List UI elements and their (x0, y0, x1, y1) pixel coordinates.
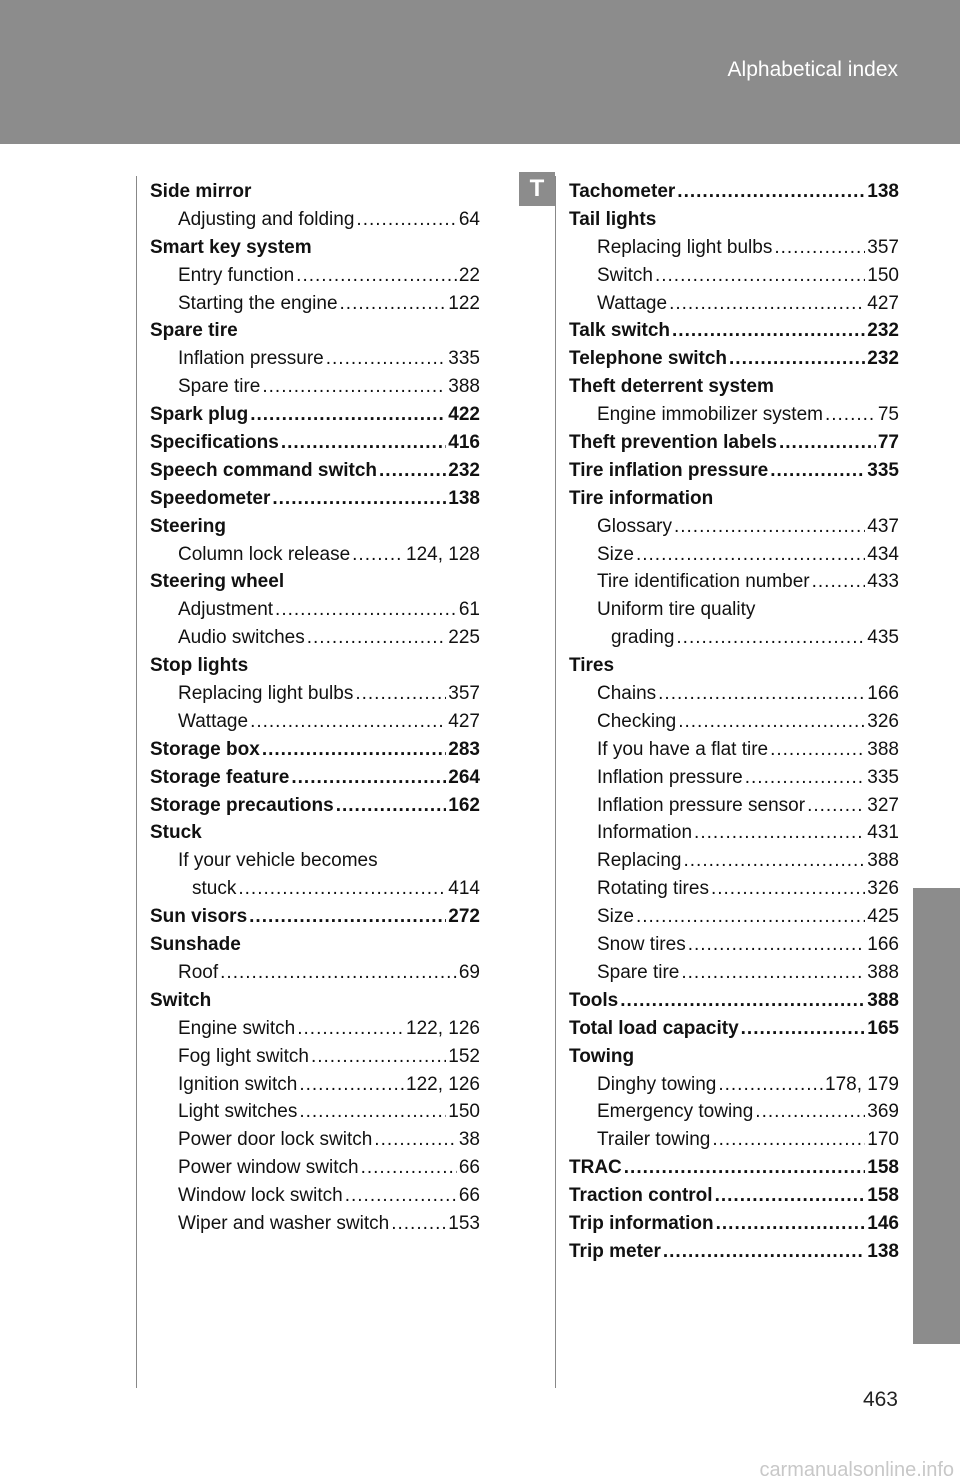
index-entry (150, 568, 480, 596)
entry-page-number: 138 (867, 181, 899, 202)
entry-label: Spare tire (150, 320, 238, 342)
entry-label: Replacing light bulbs (597, 236, 773, 258)
leader-dots (272, 485, 446, 513)
leader-dots (299, 1098, 446, 1126)
index-entry (150, 234, 480, 262)
index-subentry (150, 847, 480, 875)
entry-label: Engine switch (178, 1017, 296, 1039)
index-subentry (569, 262, 899, 290)
entry-page-number: 146 (867, 1212, 899, 1234)
entry-page-number: 75 (877, 404, 899, 426)
entry-label: Sunshade (150, 934, 241, 956)
entry-page-number: 22 (458, 264, 480, 286)
index-subentry (150, 262, 480, 290)
entry-page-number: 414 (448, 878, 480, 900)
entry-label: Adjusting and folding (178, 208, 355, 230)
entry-page-number: 77 (877, 432, 899, 454)
entry-page-number: 66 (458, 1157, 480, 1179)
index-subentry (569, 1071, 899, 1099)
entry-label: Tire information (569, 487, 714, 509)
entry-label: Storage feature (150, 766, 290, 788)
entry-page-number: 153 (448, 1212, 480, 1234)
index-subentry (150, 959, 480, 987)
entry-label: Tires (569, 655, 615, 677)
index-subentry (150, 290, 480, 318)
leader-dots (636, 541, 865, 569)
entry-label: TRAC (569, 1157, 622, 1179)
entry-label: Switch (150, 989, 212, 1011)
entry-label: Fog light switch (178, 1045, 309, 1067)
entry-page-number: 122, 126 (406, 1073, 480, 1095)
entry-label: Theft prevention labels (569, 432, 777, 454)
index-entry (150, 736, 480, 764)
index-entry (569, 1238, 899, 1266)
entry-page-number: 232 (867, 348, 899, 370)
index-entry (569, 457, 899, 485)
entry-label: Emergency towing (597, 1101, 754, 1123)
entry-label: Information (597, 822, 693, 844)
leader-dots (678, 708, 865, 736)
leader-dots (658, 680, 865, 708)
index-subentry (150, 1154, 480, 1182)
entry-label: Specifications (150, 432, 279, 454)
entry-label: Glossary (597, 515, 672, 537)
leader-dots (694, 819, 865, 847)
right-column-rule (555, 176, 556, 1388)
entry-page-number: 225 (448, 627, 480, 649)
entry-page-number: 326 (867, 710, 899, 732)
entry-label: Ignition switch (178, 1073, 298, 1095)
entry-page-number: 158 (867, 1157, 899, 1179)
leader-dots (770, 736, 865, 764)
entry-page-number: 434 (867, 543, 899, 565)
entry-label: grading (611, 627, 675, 649)
entry-page-number: 38 (458, 1129, 480, 1151)
entry-label: Adjustment (178, 599, 274, 621)
leader-dots (262, 736, 446, 764)
index-subentry (150, 1098, 480, 1126)
leader-dots (712, 1126, 865, 1154)
entry-page-number: 335 (448, 348, 480, 370)
index-entry (150, 792, 480, 820)
index-subentry (150, 1043, 480, 1071)
entry-label: If you have a flat tire (597, 738, 769, 760)
index-entry (569, 373, 899, 401)
entry-label: Trip meter (569, 1240, 661, 1262)
index-subentry (150, 345, 480, 373)
entry-page-number: 272 (448, 906, 480, 928)
leader-dots (715, 1182, 866, 1210)
entry-page-number: 388 (867, 738, 899, 760)
index-subentry (150, 708, 480, 736)
entry-label: Total load capacity (569, 1017, 739, 1039)
leader-dots (755, 1098, 865, 1126)
index-entry (150, 429, 480, 457)
entry-page-number: 427 (448, 710, 480, 732)
leader-dots (250, 708, 446, 736)
index-subentry (569, 931, 899, 959)
leader-dots (663, 1238, 865, 1266)
leader-dots (281, 429, 446, 457)
index-subentry (569, 541, 899, 569)
entry-page-number: 61 (458, 599, 480, 621)
index-subentry (569, 1098, 899, 1126)
entry-label: Storage precautions (150, 794, 334, 816)
entry-label: Stop lights (150, 655, 249, 677)
index-subentry (569, 792, 899, 820)
entry-page-number: 335 (867, 766, 899, 788)
entry-label: Speech command switch (150, 459, 378, 481)
leader-dots (812, 568, 866, 596)
entry-page-number: 433 (867, 571, 899, 593)
index-subentry (569, 736, 899, 764)
entry-page-number: 416 (448, 432, 480, 454)
leader-dots (669, 290, 865, 318)
index-entry (150, 401, 480, 429)
leader-dots (336, 792, 447, 820)
leader-dots (352, 541, 404, 569)
index-subentry (569, 234, 899, 262)
index-entry (569, 317, 899, 345)
entry-label: stuck (192, 878, 237, 900)
leader-dots (299, 1071, 404, 1099)
index-entry (569, 345, 899, 373)
entry-page-number: 158 (867, 1185, 899, 1207)
leader-dots (311, 1043, 446, 1071)
index-entry (569, 1182, 899, 1210)
entry-label: Stuck (150, 822, 202, 844)
leader-dots (688, 931, 866, 959)
entry-page-number: 422 (448, 404, 480, 426)
entry-page-number: 388 (867, 989, 899, 1011)
index-entry (569, 1210, 899, 1238)
entry-page-number: 388 (448, 376, 480, 398)
entry-label: Spare tire (178, 376, 261, 398)
index-entry (569, 429, 899, 457)
entry-label: Wattage (597, 292, 668, 314)
leader-dots (779, 429, 876, 457)
entry-label: Traction control (569, 1185, 713, 1207)
leader-dots (275, 596, 457, 624)
leader-dots (674, 513, 865, 541)
entry-page-number: 427 (867, 292, 899, 314)
page-number: 463 (862, 1388, 898, 1411)
index-subentry (569, 624, 899, 652)
leader-dots (345, 1182, 457, 1210)
entry-label: Tire inflation pressure (569, 459, 769, 481)
leader-dots (774, 234, 865, 262)
index-entry (569, 1154, 899, 1182)
entry-page-number: 388 (867, 961, 899, 983)
section-letter-tab: T (519, 172, 555, 206)
header-title: Alphabetical index (727, 58, 898, 81)
index-subentry (569, 290, 899, 318)
index-entry (569, 485, 899, 513)
entry-page-number: 178, 179 (825, 1073, 899, 1095)
entry-page-number: 162 (448, 794, 480, 816)
entry-page-number: 150 (448, 1101, 480, 1123)
entry-label: Size (597, 906, 634, 928)
index-subentry (569, 875, 899, 903)
entry-page-number: 122 (448, 292, 480, 314)
index-subentry (150, 373, 480, 401)
leader-dots (624, 1154, 866, 1182)
entry-label: Window lock switch (178, 1185, 343, 1207)
entry-label: Tachometer (569, 181, 676, 202)
leader-dots (238, 875, 446, 903)
index-entry (150, 178, 480, 206)
entry-label: Entry function (178, 264, 295, 286)
index-entry (150, 931, 480, 959)
index-subentry (569, 847, 899, 875)
entry-label: Tire identification number (597, 571, 810, 593)
leader-dots (250, 401, 446, 429)
leader-dots (296, 262, 457, 290)
leader-dots (391, 1210, 446, 1238)
entry-page-number: 124, 128 (406, 543, 480, 565)
leader-dots (729, 345, 865, 373)
entry-page-number: 66 (458, 1185, 480, 1207)
entry-label: Snow tires (597, 934, 686, 956)
entry-label: Telephone switch (569, 348, 728, 370)
entry-label: Light switches (178, 1101, 298, 1123)
entry-page-number: 264 (448, 766, 480, 788)
leader-dots (379, 457, 446, 485)
index-subentry (569, 959, 899, 987)
entry-page-number: 138 (448, 487, 480, 509)
index-subentry (150, 596, 480, 624)
entry-label: Trailer towing (597, 1129, 711, 1151)
entry-page-number: 335 (867, 459, 899, 481)
index-entry (150, 513, 480, 541)
leader-dots (355, 680, 446, 708)
leader-dots (291, 764, 446, 792)
entry-label: Talk switch (569, 320, 671, 342)
index-subentry (150, 624, 480, 652)
entry-label: Roof (178, 961, 219, 983)
entry-page-number: 122, 126 (406, 1017, 480, 1039)
entry-label: Rotating tires (597, 878, 709, 900)
left-index-column (150, 178, 480, 1238)
section-side-tab (913, 888, 960, 1344)
index-subentry (150, 1126, 480, 1154)
watermark: carmanualsonline.info (759, 1459, 954, 1481)
entry-label: Power door lock switch (178, 1129, 373, 1151)
index-entry (150, 652, 480, 680)
entry-page-number: 150 (867, 264, 899, 286)
leader-dots (655, 262, 865, 290)
index-subentry (569, 819, 899, 847)
entry-label: Wiper and washer switch (178, 1212, 390, 1234)
leader-dots (825, 401, 876, 429)
entry-label: Smart key system (150, 236, 312, 258)
entry-page-number: 232 (448, 459, 480, 481)
entry-page-number: 232 (867, 320, 899, 342)
entry-label: Replacing light bulbs (178, 683, 354, 705)
entry-label: Inflation pressure (178, 348, 324, 370)
entry-label: Engine immobilizer system (597, 404, 823, 426)
entry-label: Spare tire (597, 961, 680, 983)
entry-label: Switch (597, 264, 653, 286)
index-entry (150, 987, 480, 1015)
index-entry (569, 178, 899, 206)
leader-dots (326, 345, 447, 373)
leader-dots (681, 959, 865, 987)
index-subentry (569, 903, 899, 931)
index-subentry (150, 875, 480, 903)
entry-label: Column lock release (178, 543, 351, 565)
leader-dots (307, 624, 447, 652)
index-subentry (569, 1126, 899, 1154)
entry-label: Tools (569, 989, 619, 1011)
index-entry (150, 819, 480, 847)
leader-dots (297, 1015, 404, 1043)
entry-label: Chains (597, 683, 657, 705)
index-subentry (569, 680, 899, 708)
entry-page-number: 69 (458, 961, 480, 983)
entry-label: Steering (150, 515, 227, 537)
index-subentry (150, 1210, 480, 1238)
index-subentry (150, 1015, 480, 1043)
leader-dots (636, 903, 865, 931)
index-subentry (569, 596, 899, 624)
index-subentry (150, 1071, 480, 1099)
entry-label: Tail lights (569, 208, 657, 230)
index-entry (150, 764, 480, 792)
entry-label: Storage box (150, 738, 260, 760)
leader-dots (220, 959, 457, 987)
leader-dots (672, 317, 865, 345)
entry-label: Inflation pressure (597, 766, 743, 788)
leader-dots (356, 206, 456, 234)
index-entry (150, 485, 480, 513)
entry-page-number: 166 (867, 934, 899, 956)
index-subentry (569, 764, 899, 792)
leader-dots (676, 624, 865, 652)
index-subentry (569, 568, 899, 596)
entry-page-number: 369 (867, 1101, 899, 1123)
index-entry (569, 987, 899, 1015)
index-subentry (150, 206, 480, 234)
entry-page-number: 435 (867, 627, 899, 649)
entry-page-number: 170 (867, 1129, 899, 1151)
leader-dots (807, 792, 865, 820)
index-subentry (569, 513, 899, 541)
index-subentry (150, 680, 480, 708)
leader-dots (770, 457, 865, 485)
leader-dots (374, 1126, 457, 1154)
entry-page-number: 425 (867, 906, 899, 928)
entry-label: Replacing (597, 850, 682, 872)
index-subentry (569, 708, 899, 736)
leader-dots (741, 1015, 866, 1043)
leader-dots (718, 1071, 823, 1099)
index-entry (150, 317, 480, 345)
leader-dots (711, 875, 865, 903)
entry-page-number: 388 (867, 850, 899, 872)
index-entry (150, 903, 480, 931)
entry-page-number: 64 (458, 208, 480, 230)
entry-page-number: 327 (867, 794, 899, 816)
entry-label: Sun visors (150, 906, 248, 928)
entry-page-number: 165 (867, 1017, 899, 1039)
index-entry (569, 206, 899, 234)
entry-label: Size (597, 543, 634, 565)
entry-page-number: 152 (448, 1045, 480, 1067)
entry-page-number: 431 (867, 822, 899, 844)
index-subentry (150, 541, 480, 569)
entry-label: Spark plug (150, 404, 249, 426)
entry-label: Theft deterrent system (569, 376, 774, 398)
entry-label: Power window switch (178, 1157, 359, 1179)
entry-page-number: 357 (448, 683, 480, 705)
index-entry (569, 1015, 899, 1043)
entry-label: If your vehicle becomes (178, 850, 378, 872)
entry-label: Towing (569, 1045, 635, 1067)
entry-label: Dinghy towing (597, 1073, 717, 1095)
entry-label: Starting the engine (178, 292, 338, 314)
entry-page-number: 357 (867, 236, 899, 258)
left-column-rule (136, 176, 137, 1388)
leader-dots (249, 903, 446, 931)
entry-label: Checking (597, 710, 677, 732)
entry-label: Inflation pressure sensor (597, 794, 806, 816)
index-entry (150, 457, 480, 485)
entry-label: Uniform tire quality (597, 599, 756, 621)
entry-label: Side mirror (150, 181, 252, 202)
entry-page-number: 437 (867, 515, 899, 537)
right-index-column (569, 178, 899, 1266)
entry-page-number: 283 (448, 738, 480, 760)
leader-dots (340, 290, 447, 318)
index-entry (569, 1043, 899, 1071)
entry-label: Trip information (569, 1212, 714, 1234)
leader-dots (620, 987, 865, 1015)
leader-dots (745, 764, 866, 792)
leader-dots (262, 373, 446, 401)
index-subentry (150, 1182, 480, 1210)
entry-label: Wattage (178, 710, 249, 732)
entry-label: Audio switches (178, 627, 305, 649)
entry-page-number: 166 (867, 683, 899, 705)
leader-dots (684, 847, 866, 875)
leader-dots (677, 178, 865, 206)
page-header (0, 0, 960, 144)
entry-label: Steering wheel (150, 571, 285, 593)
index-subentry (569, 401, 899, 429)
leader-dots (716, 1210, 866, 1238)
leader-dots (361, 1154, 457, 1182)
entry-label: Speedometer (150, 487, 271, 509)
entry-page-number: 326 (867, 878, 899, 900)
entry-page-number: 138 (867, 1240, 899, 1262)
index-entry (569, 652, 899, 680)
